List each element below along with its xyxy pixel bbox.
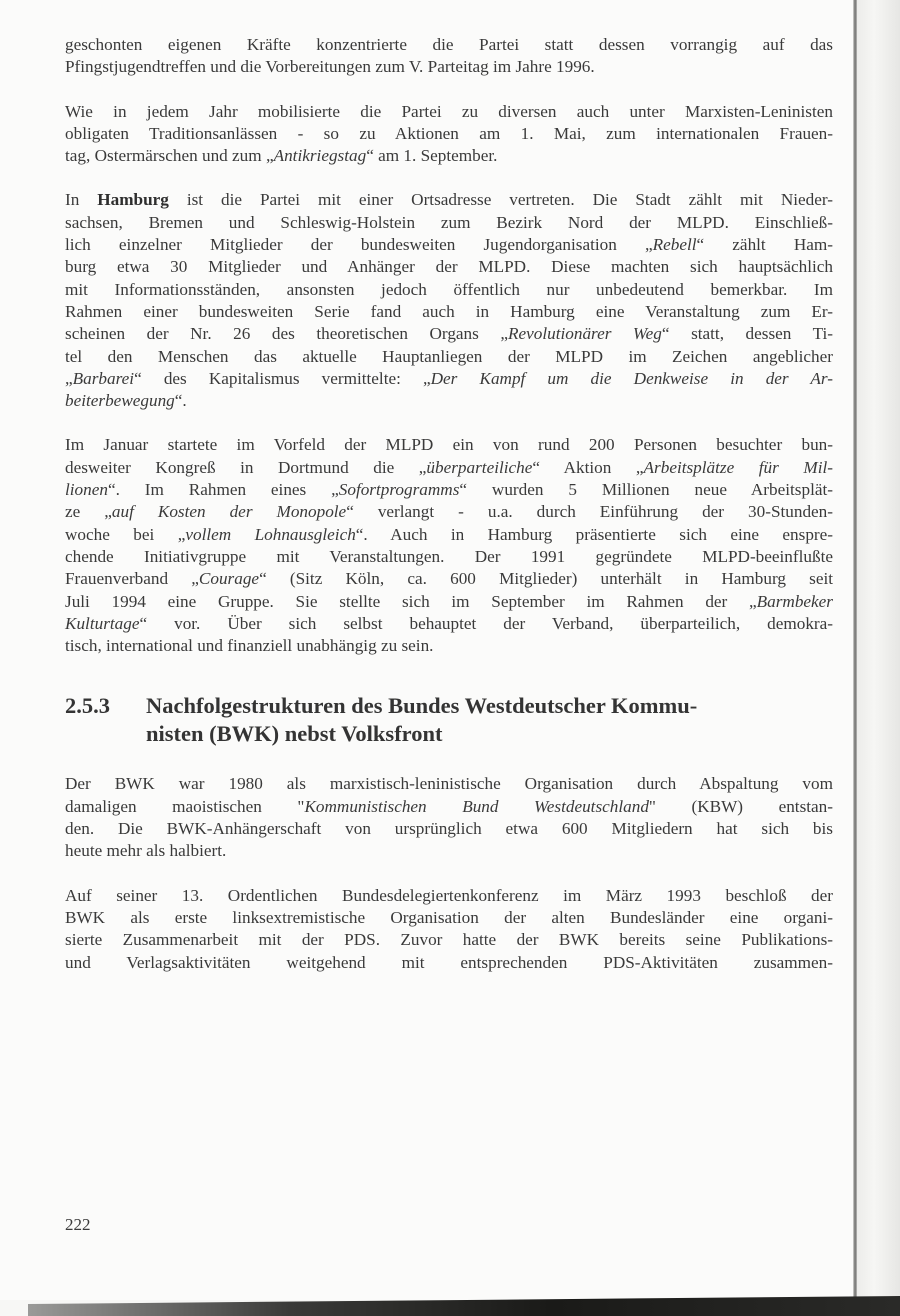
section-title-line-1: Nachfolgestrukturen des Bundes Westdeutscher Kommu- <box>146 693 698 719</box>
section-heading <box>65 692 833 748</box>
paragraph-5-bwk <box>65 773 833 862</box>
text-line: chende Initiativgruppe mit Veranstaltungen. Der 1991 gegründete MLPD-beeinflußte <box>65 546 833 566</box>
text-line: und Verlagsaktivitäten weitgehend mit entsprechenden PDS-Aktivitäten zusammen- <box>65 952 833 972</box>
section-title <box>146 692 697 748</box>
text-line: sachsen, Bremen und Schleswig-Holstein zum Bezirk Nord der MLPD. Einschließ- <box>65 212 833 232</box>
next-page-edge <box>857 0 900 1316</box>
section-number: 2.5.3 <box>65 693 110 719</box>
text-line: „Barbarei“ des Kapitalismus vermittelte: „Der Kampf um die Denkweise in der Ar- <box>65 368 833 388</box>
page-number: 222 <box>65 1215 91 1234</box>
text-line: tel den Menschen das aktuelle Hauptanliegen der MLPD im Zeichen angeblicher <box>65 346 833 366</box>
text-line: scheinen der Nr. 26 des theoretischen Organs „Revolutionärer Weg“ statt, dessen Ti- <box>65 324 833 344</box>
text-line: In Hamburg ist die Partei mit einer Ortsadresse vertreten. Die Stadt zählt mit Nieder- <box>65 190 833 210</box>
paragraph-3-hamburg <box>65 189 833 412</box>
paragraph-2 <box>65 101 833 168</box>
text-line: Wie in jedem Jahr mobilisierte die Partei zu diversen auch unter Marxisten-Leninisten <box>65 101 833 121</box>
text-line: lich einzelner Mitglieder der bundesweiten Jugendorganisation „Rebell“ zählt Ham- <box>65 235 833 255</box>
text-line: lionen“. Im Rahmen eines „Sofortprogramms“ wurden 5 Millionen neue Arbeitsplät- <box>65 480 833 500</box>
text-line: Auf seiner 13. Ordentlichen Bundesdelegiertenkonferenz im März 1993 beschloß der <box>65 885 833 905</box>
paragraph-4 <box>65 434 833 657</box>
text-line: desweiter Kongreß in Dortmund die „überparteiliche“ Aktion „Arbeitsplätze für Mil- <box>65 457 833 477</box>
text-line: geschonten eigenen Kräfte konzentrierte die Partei statt dessen vorrangig auf das <box>65 35 833 54</box>
text-line: beiterbewegung“. <box>65 391 187 411</box>
text-line: burg etwa 30 Mitglieder und Anhänger der MLPD. Diese machten sich hauptsächlich <box>65 257 833 277</box>
section-title-line-2: nisten (BWK) nebst Volksfront <box>146 721 443 747</box>
text-line: BWK als erste linksextremistische Organisation der alten Bundesländer eine organi- <box>65 907 833 927</box>
text-line: Rahmen einer bundesweiten Serie fand auch in Hamburg eine Veranstaltung zum Er- <box>65 301 833 321</box>
text-line: Pfingstjugendtreffen und die Vorbereitungen zum V. Parteitag im Jahre 1996. <box>65 57 595 77</box>
text-line: sierte Zusammenarbeit mit der PDS. Zuvor hatte der BWK bereits seine Publikations- <box>65 930 833 950</box>
text-line: den. Die BWK-Anhängerschaft von ursprünglich etwa 600 Mitgliedern hat sich bis <box>65 819 833 839</box>
text-line: Frauenverband „Courage“ (Sitz Köln, ca. 600 Mitglieder) unterhält in Hamburg seit <box>65 569 833 589</box>
text-line: woche bei „vollem Lohnausgleich“. Auch in Hamburg präsentierte sich eine enspre- <box>65 524 833 544</box>
text-line: ze „auf Kosten der Monopole“ verlangt - u.a. durch Einführung der 30-Stunden- <box>65 502 833 522</box>
text-line: Juli 1994 eine Gruppe. Sie stellte sich im September im Rahmen der „Barmbeker <box>65 591 833 611</box>
text-line: obligaten Traditionsanlässen - so zu Aktionen am 1. Mai, zum internationalen Frauen- <box>65 123 833 143</box>
text-line: heute mehr als halbiert. <box>65 841 227 861</box>
text-line: Im Januar startete im Vorfeld der MLPD ein von rund 200 Personen besuchter bun- <box>65 435 833 455</box>
text-line: mit Informationsständen, ansonsten jedoch öffentlich nur unbedeutend bemerkbar. Im <box>65 279 833 299</box>
text-line: tisch, international und finanziell unabhängig zu sein. <box>65 636 434 656</box>
text-line: tag, Ostermärschen und zum „Antikriegstag“ am 1. September. <box>65 146 498 166</box>
text-line: Der BWK war 1980 als marxistisch-leninistische Organisation durch Abspaltung vom <box>65 774 833 794</box>
text-line: damaligen maoistischen "Kommunistischen Bund Westdeutschland" (KBW) entstan- <box>65 796 833 816</box>
paragraph-1 <box>65 34 833 79</box>
page-content <box>65 34 833 996</box>
paragraph-6 <box>65 885 833 974</box>
text-line: Kulturtage“ vor. Über sich selbst behauptet der Verband, überparteilich, demokra- <box>65 613 833 633</box>
